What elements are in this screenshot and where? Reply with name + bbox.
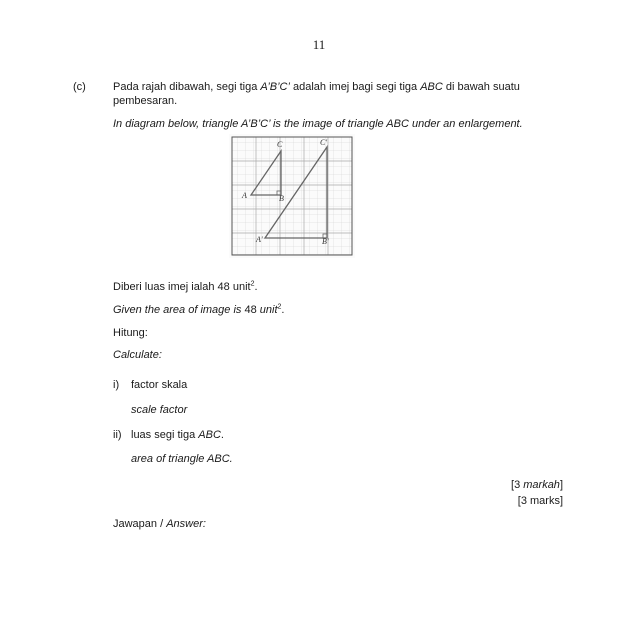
question-malay-line2: pembesaran. bbox=[113, 95, 178, 107]
answer-label bbox=[113, 517, 206, 532]
question-malay-object-name: ABC bbox=[420, 81, 443, 93]
marks-malay-word: markah bbox=[523, 479, 560, 491]
label-c-prime: C' bbox=[320, 138, 328, 147]
question-label: (c) bbox=[73, 81, 86, 93]
given-english-sup: 2 bbox=[277, 303, 282, 311]
marks-malay-close: ] bbox=[559, 479, 563, 491]
given-english bbox=[113, 303, 284, 318]
enlargement-diagram bbox=[229, 134, 355, 258]
question-malay-line1 bbox=[113, 80, 520, 95]
part-ii-number: ii) bbox=[113, 429, 122, 441]
given-english-value: 48 bbox=[244, 304, 260, 316]
question-malay-image-name: A’B’C’ bbox=[260, 81, 290, 93]
label-a: A bbox=[242, 191, 247, 200]
part-i-english: scale factor bbox=[131, 404, 188, 416]
part-ii-malay-abc: ABC bbox=[198, 429, 221, 441]
given-english-end: . bbox=[281, 304, 285, 316]
part-i-number: i) bbox=[113, 379, 120, 391]
given-malay-end: . bbox=[254, 281, 258, 293]
question-malay-part3: di bawah suatu bbox=[442, 81, 520, 93]
part-ii-malay-text: luas segi tiga bbox=[131, 429, 199, 441]
part-ii-malay-end: . bbox=[220, 429, 224, 441]
part-ii-malay bbox=[131, 428, 224, 443]
instruction-malay: Hitung: bbox=[113, 327, 148, 339]
question-malay-part2: adalah imej bagi segi tiga bbox=[289, 81, 421, 93]
page-number: 11 bbox=[312, 37, 326, 52]
marks-malay bbox=[511, 478, 563, 493]
given-malay-sup: 2 bbox=[250, 280, 255, 288]
answer-label-english: Answer: bbox=[166, 518, 206, 530]
question-malay-part1: Pada rajah dibawah, segi tiga bbox=[113, 81, 261, 93]
given-malay-text: Diberi luas imej ialah 48 unit bbox=[113, 281, 251, 293]
part-i-malay: factor skala bbox=[131, 379, 188, 391]
label-b-prime: B' bbox=[322, 237, 329, 246]
label-a-prime: A' bbox=[256, 235, 263, 244]
given-english-text: Given the area of image is bbox=[113, 304, 245, 316]
given-malay bbox=[113, 280, 258, 295]
given-english-unit: unit bbox=[259, 304, 278, 316]
instruction-english: Calculate: bbox=[113, 349, 162, 361]
question-english: In diagram below, triangle A’B’C’ is the image of triangle ABC under an enlargement. bbox=[113, 118, 523, 130]
marks-malay-open: [3 bbox=[511, 479, 524, 491]
label-b: B bbox=[279, 194, 284, 203]
label-c: C bbox=[277, 140, 283, 149]
grid-lines bbox=[232, 137, 352, 255]
part-ii-english: area of triangle ABC. bbox=[131, 453, 233, 465]
marks-english: [3 marks] bbox=[517, 495, 563, 507]
answer-label-malay: Jawapan / bbox=[113, 518, 167, 530]
